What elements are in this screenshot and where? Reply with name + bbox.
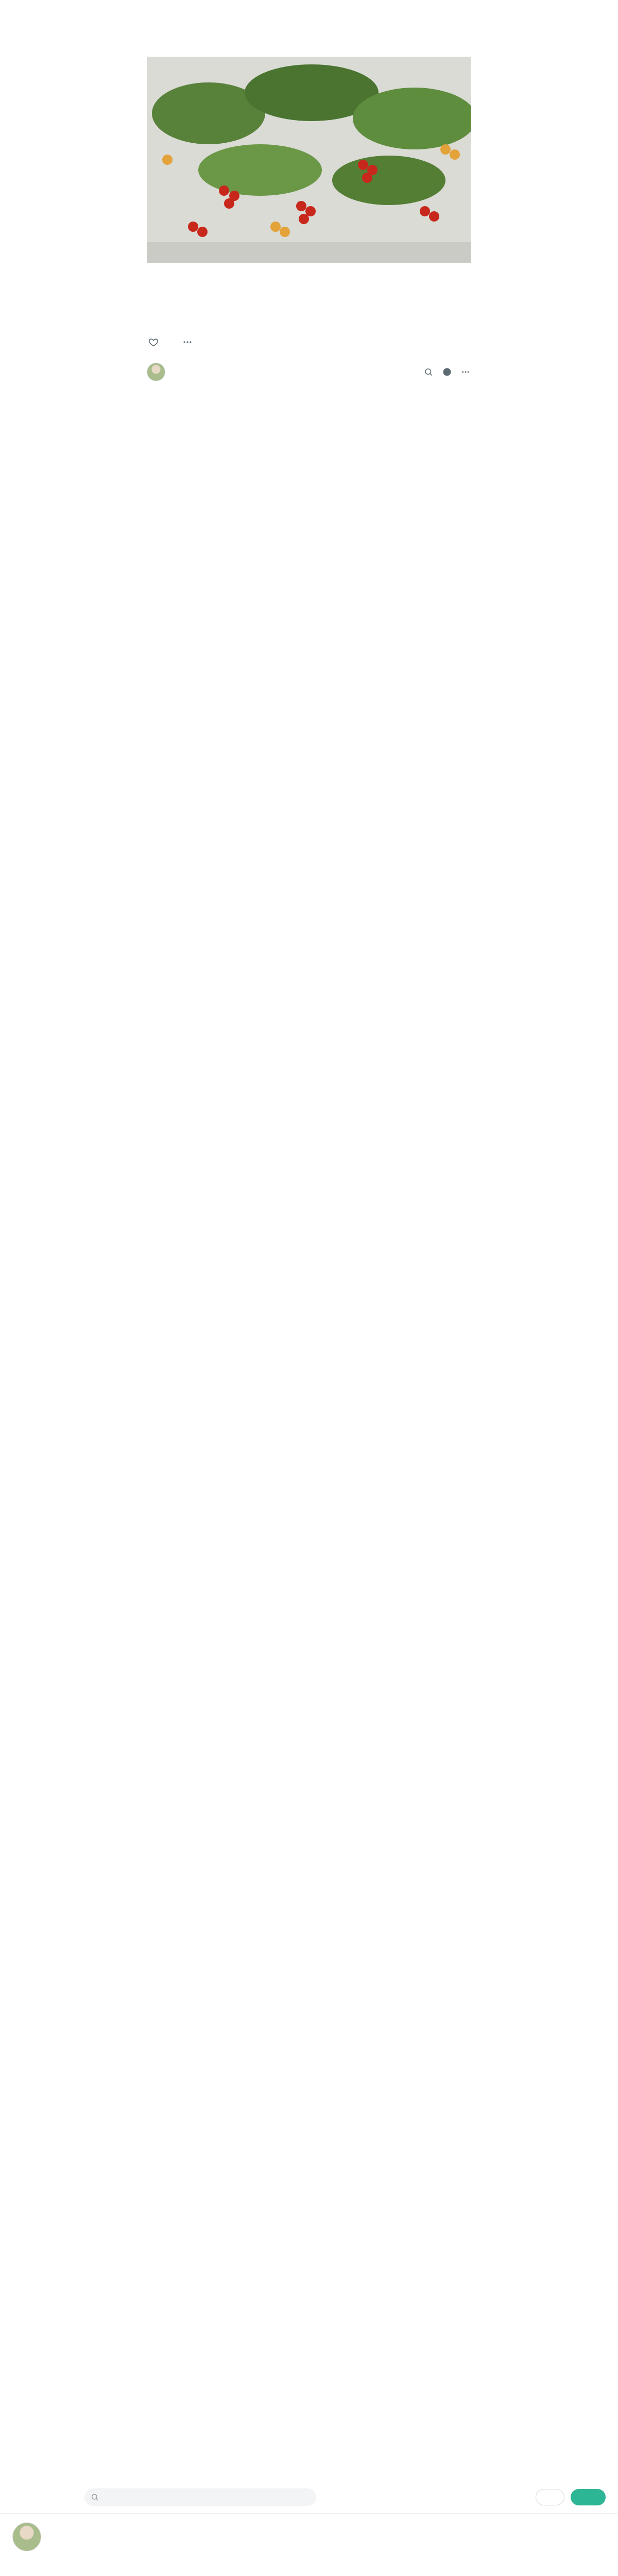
paragraph	[147, 2323, 471, 2356]
section-separator	[147, 938, 471, 955]
paragraph	[147, 790, 471, 806]
header-actions	[536, 2489, 606, 2505]
paragraph	[147, 543, 471, 635]
ellipsis-icon[interactable]	[460, 366, 471, 378]
paragraph	[147, 1620, 471, 1637]
author-bio	[12, 2560, 90, 2576]
avatar[interactable]	[147, 363, 165, 381]
paragraph	[147, 1993, 471, 2026]
paragraph	[147, 2158, 471, 2191]
like-row	[147, 335, 471, 349]
author-row	[147, 361, 471, 383]
hero-plant-illustration	[147, 57, 471, 263]
signup-button[interactable]	[571, 2489, 606, 2505]
author-actions	[423, 366, 471, 378]
paragraph	[147, 1117, 471, 1150]
paragraph	[147, 491, 471, 507]
site-header	[0, 2481, 618, 2514]
paragraph	[147, 990, 471, 1082]
ellipsis-icon[interactable]	[181, 335, 194, 349]
hero-image	[147, 57, 471, 263]
sidebar-author-name[interactable]	[46, 2531, 90, 2539]
paragraph	[147, 1769, 471, 1861]
author-sidebar	[12, 2519, 90, 2576]
section-separator	[147, 1441, 471, 1458]
avatar[interactable]	[12, 2522, 41, 2551]
paragraph	[147, 1672, 471, 1734]
login-button[interactable]	[536, 2489, 564, 2505]
article-title	[147, 294, 471, 325]
paragraph	[147, 1493, 471, 1585]
paragraph	[147, 1896, 471, 1958]
heart-icon[interactable]	[147, 335, 160, 349]
article	[147, 0, 471, 2576]
paragraph	[147, 1313, 471, 1406]
paragraph	[147, 2061, 471, 2123]
paragraph	[147, 1185, 471, 1278]
search-icon[interactable]	[423, 366, 434, 378]
search-icon	[91, 2493, 99, 2501]
paragraph	[147, 2391, 471, 2408]
paragraph	[147, 841, 471, 903]
paragraph	[147, 2539, 471, 2572]
paragraph	[147, 722, 471, 755]
paragraph	[147, 423, 471, 456]
article-body	[147, 414, 471, 2576]
search-input[interactable]	[103, 2493, 310, 2501]
search-box[interactable]	[84, 2488, 316, 2506]
paragraph	[147, 2226, 471, 2288]
paragraph	[147, 670, 471, 687]
share-icon[interactable]	[441, 366, 453, 378]
